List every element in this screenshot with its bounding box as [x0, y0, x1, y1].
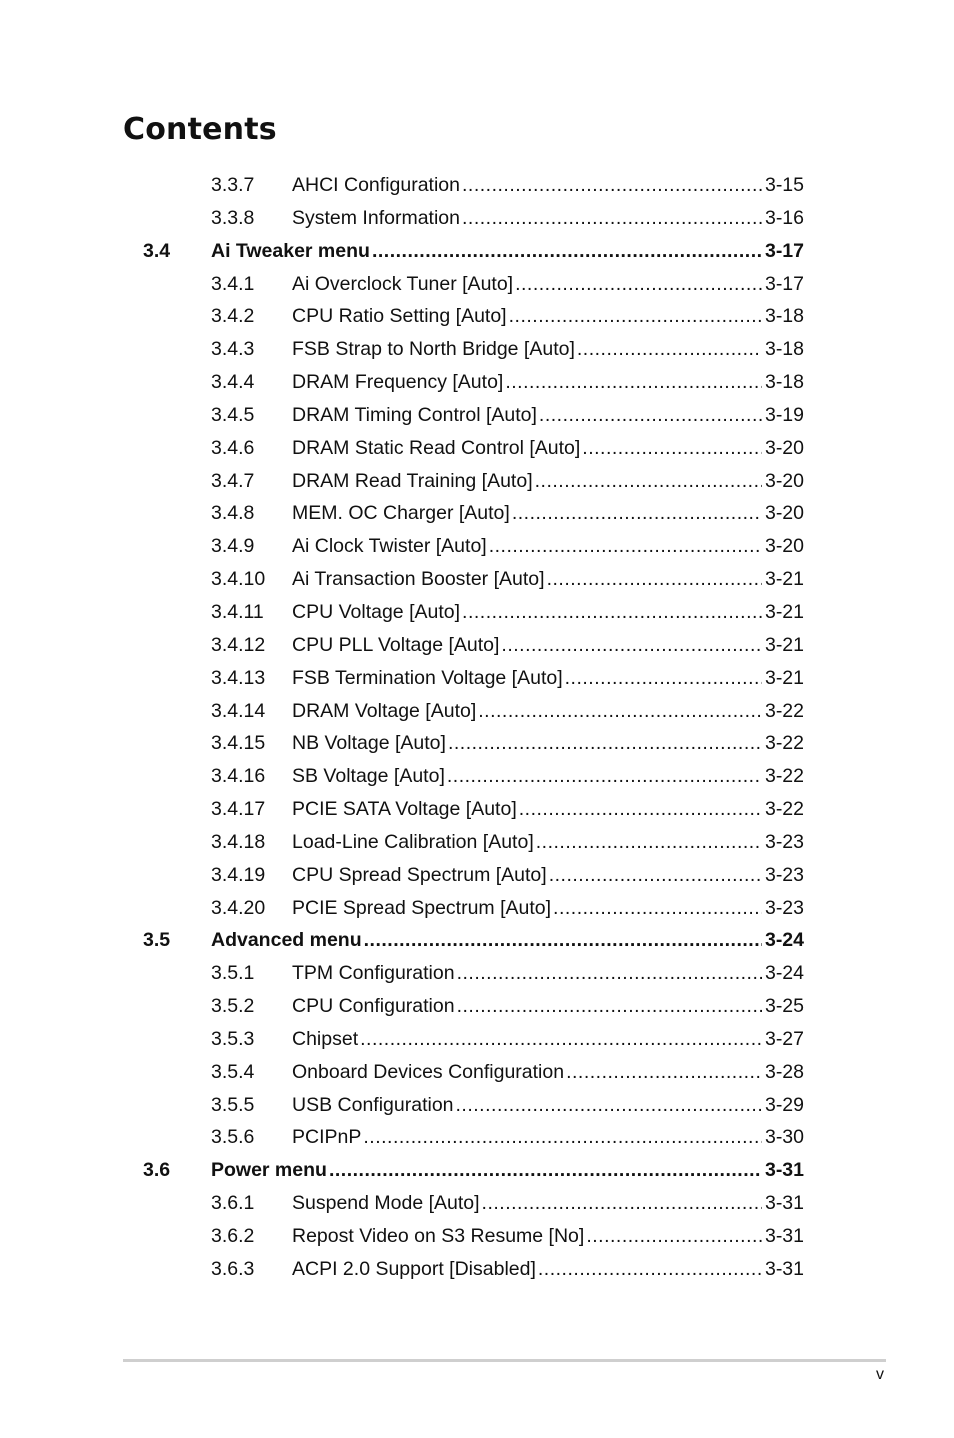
toc-leader-dots: [577, 333, 762, 366]
toc-entry-label: PCIE Spread Spectrum [Auto]: [292, 896, 552, 919]
toc-entry-label: Chipset: [292, 1027, 359, 1050]
toc-entry-page: 3-15: [764, 174, 804, 196]
toc-entry-label: AHCI Configuration: [292, 174, 460, 196]
toc-entry-line: [292, 1253, 804, 1286]
toc-leader-dots: [535, 465, 762, 498]
toc-entry-label: Onboard Devices Configuration: [292, 1060, 565, 1083]
toc-entry-page: 3-31: [764, 1159, 804, 1182]
toc-entry-number: 3.4.5: [211, 403, 255, 426]
toc-leader-dots: [372, 235, 762, 268]
toc-leader-dots: [457, 990, 762, 1023]
page-title: Contents: [123, 112, 277, 147]
toc-entry-label: DRAM Frequency [Auto]: [292, 371, 504, 394]
toc-entry-page: 3-27: [764, 1027, 804, 1050]
toc-leader-dots: [456, 1089, 762, 1122]
toc-entry-label: TPM Configuration: [292, 962, 455, 985]
toc-entry-label: NB Voltage [Auto]: [292, 732, 446, 755]
toc-entry-label: PCIE SATA Voltage [Auto]: [292, 798, 517, 821]
toc-entry-row[interactable]: [0, 859, 954, 892]
toc-leader-dots: [457, 957, 762, 990]
toc-entry-row[interactable]: [0, 1187, 954, 1220]
toc-leader-dots: [519, 793, 762, 826]
toc-leader-dots: [515, 268, 762, 301]
toc-entry-number: 3.4.20: [211, 896, 266, 919]
toc-entry-number: 3.3.8: [211, 206, 255, 229]
toc-entry-page: 3-22: [764, 699, 804, 722]
toc-entry-row[interactable]: [0, 563, 954, 596]
toc-entry-page: 3-31: [764, 1225, 804, 1247]
toc-entry-row[interactable]: [0, 629, 954, 662]
toc-entry-number: 3.3.7: [211, 174, 255, 196]
toc-entry-page: 3-24: [764, 929, 804, 952]
toc-entry-label: CPU Voltage [Auto]: [292, 600, 461, 623]
toc-entry-label: PCIPnP: [292, 1126, 362, 1149]
toc-leader-dots: [462, 169, 762, 202]
toc-entry-number: 3.4.16: [211, 765, 266, 788]
toc-leader-dots: [478, 695, 762, 728]
toc-entry-row[interactable]: [0, 333, 954, 366]
footer-page-number: v: [876, 1366, 884, 1383]
toc-leader-dots: [360, 1023, 762, 1056]
toc-entry-number: 3.6: [143, 1159, 171, 1182]
toc-entry-number: 3.4.14: [211, 699, 266, 722]
toc-entry-label: Load-Line Calibration [Auto]: [292, 830, 534, 853]
toc-entry-page: 3-22: [764, 798, 804, 821]
toc-leader-dots: [536, 826, 762, 859]
toc-entry-page: 3-21: [764, 568, 804, 591]
toc-entry-page: 3-24: [764, 962, 804, 985]
toc-section-row[interactable]: [0, 235, 954, 268]
toc-entry-label: Ai Transaction Booster [Auto]: [292, 568, 545, 591]
toc-entry-label: DRAM Timing Control [Auto]: [292, 403, 537, 426]
toc-leader-dots: [501, 629, 762, 662]
toc-entry-number: 3.4.12: [211, 633, 266, 656]
toc-leader-dots: [489, 530, 762, 563]
toc-entry-label: CPU PLL Voltage [Auto]: [292, 633, 500, 656]
toc-leader-dots: [538, 1253, 762, 1286]
toc-entry-number: 3.5.5: [211, 1093, 255, 1116]
toc-entry-row[interactable]: [0, 497, 954, 530]
toc-entry-line: [292, 366, 804, 399]
toc-entry-row[interactable]: [0, 530, 954, 563]
toc-entry-number: 3.4.8: [211, 502, 255, 525]
toc-entry-number: 3.4: [143, 239, 171, 262]
toc-entry-line: [292, 300, 804, 333]
toc-entry-page: 3-19: [764, 403, 804, 426]
toc-entry-label: ACPI 2.0 Support [Disabled]: [292, 1257, 536, 1280]
toc-entry-line: [292, 760, 804, 793]
toc-entry-row[interactable]: [0, 1121, 954, 1154]
toc-entry-line: [292, 629, 804, 662]
toc-entry-page: 3-20: [764, 469, 804, 492]
toc-entry-label: FSB Strap to North Bridge [Auto]: [292, 338, 575, 361]
toc-entry-page: 3-20: [764, 535, 804, 558]
toc-entry-line: [292, 727, 804, 760]
toc-entry-row[interactable]: [0, 1023, 954, 1056]
toc-entry-page: 3-22: [764, 732, 804, 755]
toc-leader-dots: [549, 859, 762, 892]
toc-entry-number: 3.6.2: [211, 1225, 255, 1247]
toc-entry-label: DRAM Voltage [Auto]: [292, 699, 477, 722]
toc-entry-page: 3-21: [764, 633, 804, 656]
toc-entry-page: 3-25: [764, 995, 804, 1018]
toc-entry-number: 3.6.1: [211, 1192, 255, 1215]
toc-entry-label: DRAM Read Training [Auto]: [292, 469, 533, 492]
toc-entry-line: [292, 399, 804, 432]
toc-entry-number: 3.4.17: [211, 798, 266, 821]
toc-entry-line: [292, 268, 804, 301]
toc-entry-number: 3.5.3: [211, 1027, 255, 1050]
toc-leader-dots: [509, 300, 762, 333]
toc-leader-dots: [539, 399, 762, 432]
toc-entry-row[interactable]: [0, 399, 954, 432]
toc-entry-line: [292, 169, 804, 202]
toc-entry-row[interactable]: [0, 793, 954, 826]
toc-leader-dots: [363, 1121, 762, 1154]
toc-entry-row[interactable]: [0, 169, 954, 202]
toc-entry-row[interactable]: [0, 300, 954, 333]
toc-entry-row[interactable]: [0, 826, 954, 859]
toc-entry-row[interactable]: [0, 727, 954, 760]
toc-entry-line: [292, 1187, 804, 1220]
toc-leader-dots: [553, 892, 762, 925]
toc-entry-line: [292, 1121, 804, 1154]
toc-entry-number: 3.4.10: [211, 568, 266, 591]
toc-entry-number: 3.4.2: [211, 305, 255, 328]
toc-entry-row[interactable]: [0, 1089, 954, 1122]
toc-entry-line: [292, 1023, 804, 1056]
toc-entry-row[interactable]: [0, 990, 954, 1023]
toc-entry-line: [292, 465, 804, 498]
toc-entry-row[interactable]: [0, 596, 954, 629]
toc-entry-number: 3.4.7: [211, 469, 255, 492]
toc-entry-line: [292, 662, 804, 695]
toc-entry-line: [292, 859, 804, 892]
toc-entry-number: 3.4.19: [211, 863, 266, 886]
toc-entry-page: 3-18: [764, 338, 804, 361]
toc-entry-line: [292, 826, 804, 859]
toc-entry-line: [292, 432, 804, 465]
toc-entry-number: 3.5.2: [211, 995, 255, 1018]
toc-entry-row[interactable]: [0, 662, 954, 695]
toc-entry-number: 3.4.18: [211, 830, 266, 853]
toc-entry-line: [292, 793, 804, 826]
toc-entry-line: [292, 202, 804, 235]
toc-entry-line: [292, 563, 804, 596]
toc-entry-number: 3.5: [143, 929, 171, 952]
toc-entry-label: MEM. OC Charger [Auto]: [292, 502, 510, 525]
toc-entry-page: 3-18: [764, 305, 804, 328]
toc-leader-dots: [448, 727, 762, 760]
table-of-contents: [0, 169, 954, 1286]
toc-entry-page: 3-31: [764, 1192, 804, 1215]
toc-leader-dots: [447, 760, 762, 793]
toc-entry-row[interactable]: [0, 1253, 954, 1286]
toc-entry-label: System Information: [292, 206, 460, 229]
toc-entry-label: SB Voltage [Auto]: [292, 765, 445, 788]
toc-entry-label: Repost Video on S3 Resume [No]: [292, 1225, 585, 1247]
toc-entry-line: [292, 695, 804, 728]
toc-entry-page: 3-23: [764, 863, 804, 886]
toc-entry-page: 3-30: [764, 1126, 804, 1149]
toc-entry-label: Ai Overclock Tuner [Auto]: [292, 272, 514, 295]
toc-entry-page: 3-20: [764, 436, 804, 459]
toc-entry-row[interactable]: [0, 1056, 954, 1089]
toc-entry-row[interactable]: [0, 760, 954, 793]
toc-entry-row[interactable]: [0, 465, 954, 498]
toc-entry-number: 3.4.11: [211, 600, 264, 623]
toc-entry-label: Advanced menu: [211, 929, 362, 952]
toc-entry-row[interactable]: [0, 892, 954, 925]
toc-entry-number: 3.4.9: [211, 535, 255, 558]
toc-entry-number: 3.4.15: [211, 732, 266, 755]
toc-entry-row[interactable]: [0, 268, 954, 301]
toc-entry-label: DRAM Static Read Control [Auto]: [292, 436, 581, 459]
toc-entry-line: [211, 235, 804, 268]
toc-entry-number: 3.5.4: [211, 1060, 255, 1083]
toc-entry-line: [292, 990, 804, 1023]
toc-entry-page: 3-20: [764, 502, 804, 525]
toc-entry-label: CPU Configuration: [292, 995, 455, 1018]
toc-entry-label: CPU Ratio Setting [Auto]: [292, 305, 507, 328]
toc-entry-number: 3.6.3: [211, 1257, 255, 1280]
toc-entry-label: Suspend Mode [Auto]: [292, 1192, 480, 1215]
toc-entry-number: 3.5.6: [211, 1126, 255, 1149]
toc-entry-row[interactable]: [0, 432, 954, 465]
toc-entry-line: [292, 892, 804, 925]
toc-entry-page: 3-17: [764, 272, 804, 295]
toc-entry-number: 3.4.6: [211, 436, 255, 459]
toc-entry-label: Power menu: [211, 1159, 327, 1182]
toc-leader-dots: [547, 563, 762, 596]
toc-entry-line: [292, 1220, 804, 1253]
toc-entry-label: FSB Termination Voltage [Auto]: [292, 666, 563, 689]
toc-leader-dots: [565, 662, 762, 695]
toc-section-row[interactable]: [0, 1154, 954, 1187]
toc-entry-line: [292, 596, 804, 629]
toc-entry-number: 3.4.13: [211, 666, 266, 689]
toc-entry-number: 3.4.3: [211, 338, 255, 361]
toc-section-row[interactable]: [0, 924, 954, 957]
toc-entry-page: 3-18: [764, 371, 804, 394]
toc-entry-page: 3-29: [764, 1093, 804, 1116]
toc-entry-page: 3-16: [764, 206, 804, 229]
toc-entry-number: 3.4.1: [211, 272, 255, 295]
toc-entry-line: [292, 957, 804, 990]
toc-leader-dots: [582, 432, 762, 465]
toc-leader-dots: [364, 924, 762, 957]
toc-entry-label: CPU Spread Spectrum [Auto]: [292, 863, 547, 886]
toc-entry-page: 3-22: [764, 765, 804, 788]
toc-entry-label: Ai Clock Twister [Auto]: [292, 535, 487, 558]
footer-divider: [123, 1359, 886, 1362]
toc-entry-number: 3.4.4: [211, 371, 255, 394]
toc-entry-row[interactable]: [0, 1220, 954, 1253]
toc-entry-line: [292, 1056, 804, 1089]
toc-entry-number: 3.5.1: [211, 962, 255, 985]
toc-entry-page: 3-21: [764, 600, 804, 623]
toc-leader-dots: [586, 1220, 762, 1253]
toc-entry-page: 3-21: [764, 666, 804, 689]
toc-entry-line: [292, 333, 804, 366]
toc-entry-line: [211, 924, 804, 957]
toc-entry-row[interactable]: [0, 957, 954, 990]
toc-leader-dots: [512, 497, 762, 530]
toc-entry-page: 3-31: [764, 1257, 804, 1280]
toc-entry-line: [292, 530, 804, 563]
toc-entry-row[interactable]: [0, 202, 954, 235]
toc-entry-line: [211, 1154, 804, 1187]
toc-leader-dots: [329, 1154, 762, 1187]
toc-entry-page: 3-17: [764, 239, 804, 262]
toc-entry-row[interactable]: [0, 366, 954, 399]
toc-entry-label: Ai Tweaker menu: [211, 239, 370, 262]
toc-leader-dots: [505, 366, 762, 399]
toc-entry-line: [292, 497, 804, 530]
toc-leader-dots: [462, 596, 762, 629]
toc-entry-page: 3-23: [764, 896, 804, 919]
toc-entry-row[interactable]: [0, 695, 954, 728]
toc-leader-dots: [462, 202, 762, 235]
toc-leader-dots: [566, 1056, 762, 1089]
toc-leader-dots: [482, 1187, 762, 1220]
toc-entry-page: 3-28: [764, 1060, 804, 1083]
toc-entry-page: 3-23: [764, 830, 804, 853]
toc-entry-line: [292, 1089, 804, 1122]
toc-entry-label: USB Configuration: [292, 1093, 454, 1116]
